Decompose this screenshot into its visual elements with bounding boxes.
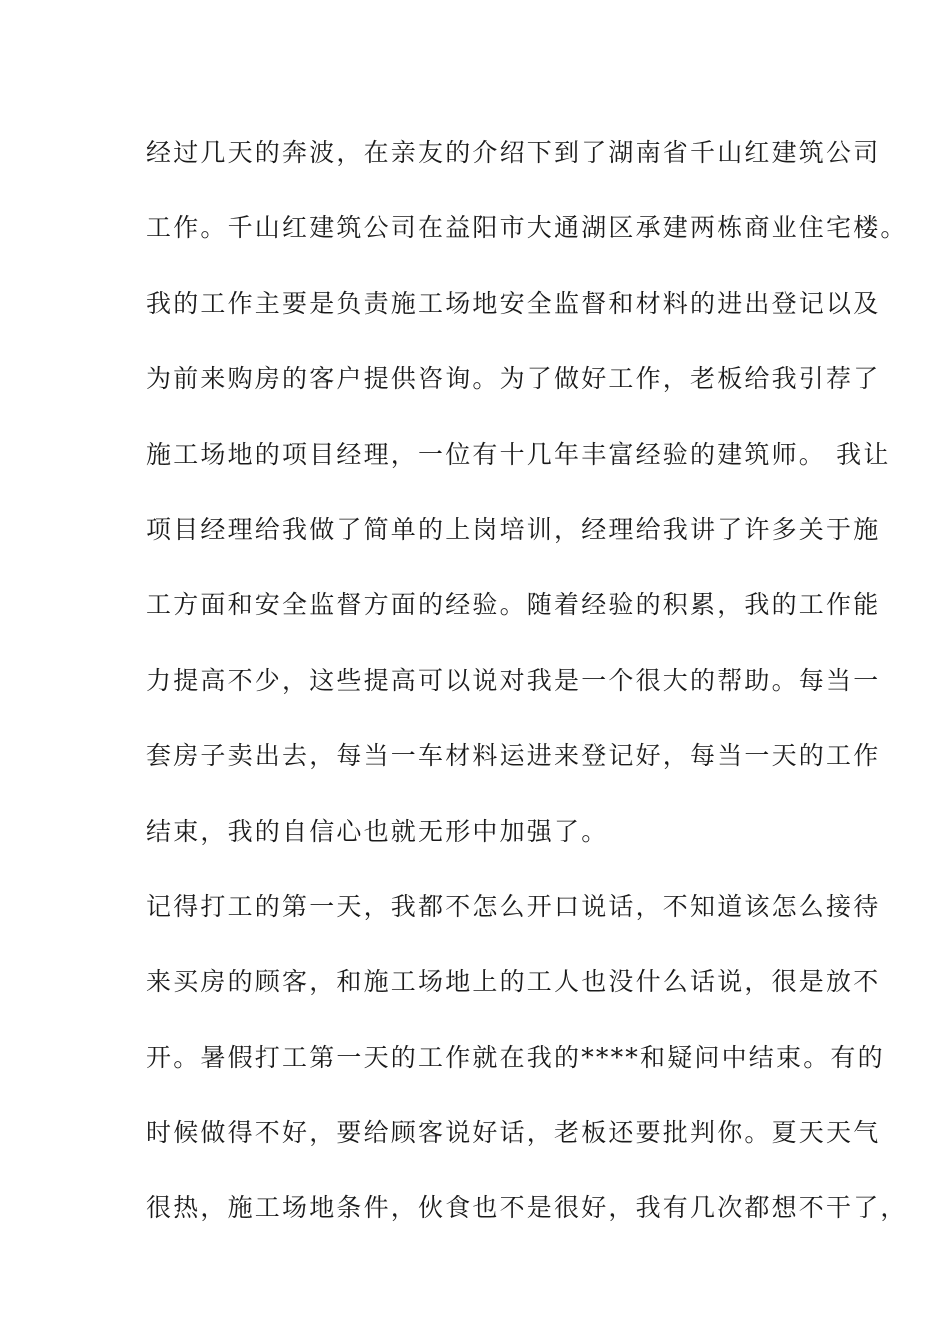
text-line-5: 施工场地的项目经理，一位有十几年丰富经验的建筑师。 我让: [146, 439, 891, 469]
text-line-11: 记得打工的第一天，我都不怎么开口说话，不知道该怎么接待: [146, 891, 881, 921]
text-line-14: 时候做得不好，要给顾客说好话，老板还要批判你。夏天天气: [146, 1118, 881, 1148]
text-line-6: 项目经理给我做了简单的上岗培训，经理给我讲了许多关于施: [146, 514, 881, 544]
text-line-8: 力提高不少，这些提高可以说对我是一个很大的帮助。每当一: [146, 665, 881, 695]
text-line-1: 经过几天的奔波，在亲友的介绍下到了湖南省千山红建筑公司: [146, 138, 881, 167]
text-line-12: 来买房的顾客，和施工场地上的工人也没什么话说，很是放不: [146, 967, 881, 997]
text-line-9: 套房子卖出去，每当一车材料运进来登记好，每当一天的工作: [146, 741, 881, 771]
text-line-13: 开。暑假打工第一天的工作就在我的****和疑问中结束。有的: [146, 1042, 885, 1072]
body-text: [146, 126, 908, 1257]
text-line-7: 工方面和安全监督方面的经验。随着经验的积累，我的工作能: [146, 590, 881, 620]
text-line-15: 很热，施工场地条件，伙食也不是很好，我有几次都想不干了，: [146, 1193, 908, 1223]
text-line-2: 工作。千山红建筑公司在益阳市大通湖区承建两栋商业住宅楼。: [146, 213, 908, 243]
text-line-10: 结束，我的自信心也就无形中加强了。: [146, 816, 609, 846]
text-line-3: 我的工作主要是负责施工场地安全监督和材料的进出登记以及: [146, 288, 881, 318]
text-line-4: 为前来购房的客户提供咨询。为了做好工作，老板给我引荐了: [146, 364, 881, 394]
